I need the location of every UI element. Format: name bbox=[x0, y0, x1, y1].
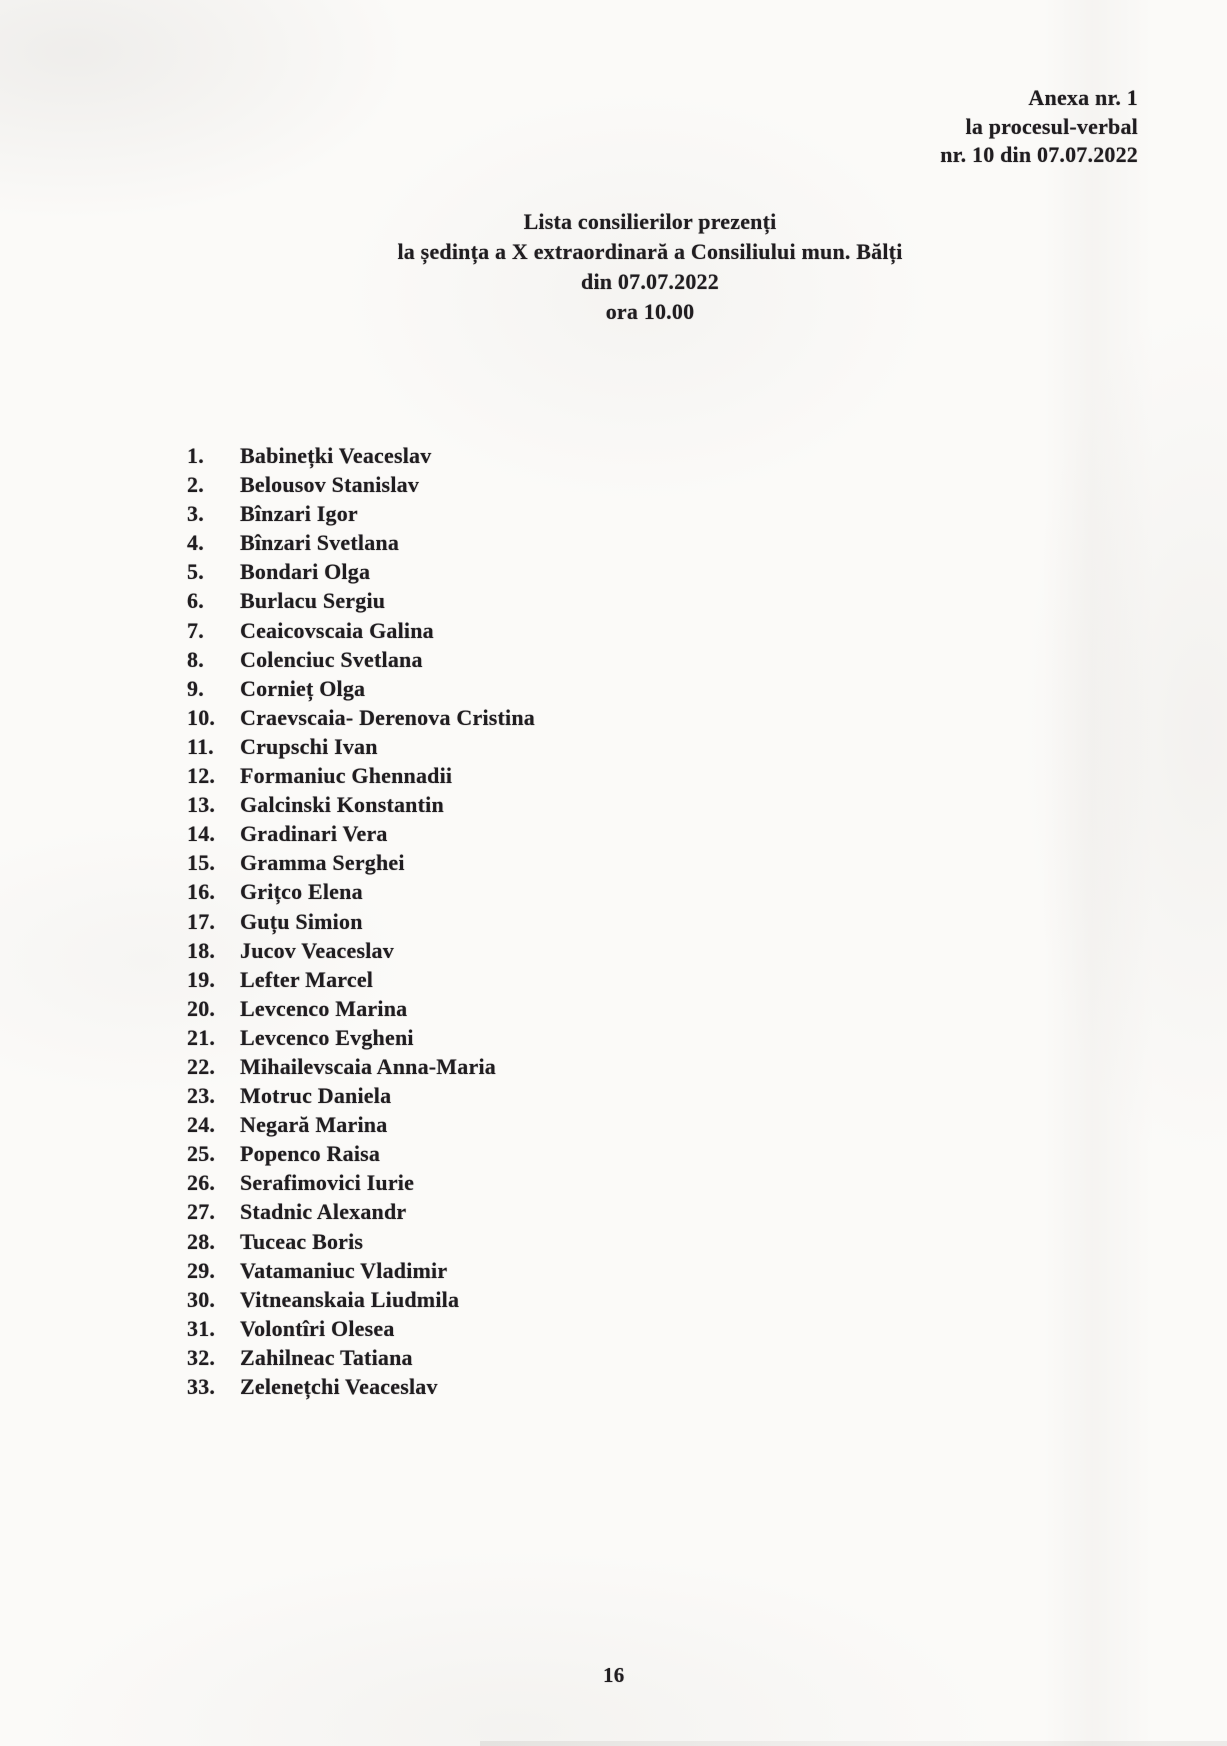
councilor-name: Bondari Olga bbox=[240, 559, 371, 585]
list-item-number: 6. bbox=[187, 588, 204, 614]
list-item bbox=[187, 790, 535, 819]
councilor-name: Bînzari Svetlana bbox=[240, 530, 400, 556]
title-line-1: Lista consilierilor prezenți bbox=[523, 209, 777, 234]
councilor-name: Craevscaia- Derenova Cristina bbox=[240, 704, 536, 730]
councilor-name: Serafimovici Iurie bbox=[240, 1170, 415, 1196]
annex-reference bbox=[940, 84, 1138, 170]
councilor-name: Jucov Veaceslav bbox=[240, 937, 394, 963]
list-item bbox=[187, 907, 535, 936]
councilor-name: Burlacu Sergiu bbox=[240, 588, 386, 614]
list-item bbox=[187, 1197, 535, 1226]
list-item-number: 18. bbox=[187, 937, 216, 963]
list-item bbox=[187, 499, 535, 528]
councilor-name: Guțu Simion bbox=[240, 908, 363, 934]
title-line-2: la ședința a X extraordinară a Consiliului mun. Bălți bbox=[397, 239, 903, 264]
list-item-number: 20. bbox=[187, 995, 216, 1021]
councilor-name: Vitneanskaia Liudmila bbox=[240, 1286, 460, 1312]
councilor-name: Levcenco Marina bbox=[240, 995, 408, 1021]
list-item bbox=[187, 1168, 535, 1197]
councilor-name: Galcinski Konstantin bbox=[240, 792, 444, 818]
list-item bbox=[187, 936, 535, 965]
list-item bbox=[187, 1314, 535, 1343]
list-item-number: 3. bbox=[187, 501, 204, 527]
list-item bbox=[187, 877, 535, 906]
councilor-name: Motruc Daniela bbox=[240, 1083, 392, 1109]
annex-line-3: nr. 10 din 07.07.2022 bbox=[940, 142, 1138, 167]
page-number: 16 bbox=[603, 1663, 625, 1687]
councilor-name: Lefter Marcel bbox=[240, 966, 374, 992]
list-item-number: 24. bbox=[187, 1112, 216, 1138]
councilor-name: Levcenco Evgheni bbox=[240, 1024, 414, 1050]
councilor-name: Popenco Raisa bbox=[240, 1141, 381, 1167]
document-title bbox=[180, 207, 1120, 327]
list-item-number: 1. bbox=[187, 443, 204, 468]
list-item-number: 21. bbox=[187, 1024, 216, 1050]
list-item-number: 14. bbox=[187, 821, 216, 847]
title-line-3: din 07.07.2022 bbox=[581, 269, 719, 294]
councilor-name: Crupschi Ivan bbox=[240, 733, 378, 759]
councilor-name: Zahilneac Tatiana bbox=[240, 1344, 413, 1370]
councilor-name: Ceaicovscaia Galina bbox=[240, 617, 434, 643]
list-item bbox=[187, 819, 535, 848]
list-item bbox=[187, 1023, 535, 1052]
list-item bbox=[187, 965, 535, 994]
list-item bbox=[187, 645, 535, 674]
councilor-name: Zelenețchi Veaceslav bbox=[240, 1374, 438, 1399]
councilor-name: Tuceac Boris bbox=[240, 1228, 364, 1254]
list-item bbox=[187, 557, 535, 586]
list-item-number: 12. bbox=[187, 763, 216, 789]
list-item-number: 27. bbox=[187, 1199, 216, 1225]
councilor-name: Bînzari Igor bbox=[240, 501, 358, 527]
councilor-name: Volontîri Olesea bbox=[240, 1315, 395, 1341]
list-item bbox=[187, 732, 535, 761]
list-item-number: 4. bbox=[187, 530, 204, 556]
councilor-name: Cornieț Olga bbox=[240, 675, 366, 701]
list-item-number: 28. bbox=[187, 1228, 216, 1254]
list-item bbox=[187, 1343, 535, 1372]
list-item bbox=[187, 1227, 535, 1256]
list-item bbox=[187, 1285, 535, 1314]
councilor-name: Colenciuc Svetlana bbox=[240, 646, 423, 672]
list-item-number: 13. bbox=[187, 792, 216, 818]
list-item-number: 16. bbox=[187, 879, 216, 905]
list-item bbox=[187, 1256, 535, 1285]
list-item-number: 2. bbox=[187, 472, 204, 498]
list-item bbox=[187, 586, 535, 615]
list-item-number: 5. bbox=[187, 559, 204, 585]
list-item-number: 11. bbox=[187, 733, 214, 759]
list-item-number: 7. bbox=[187, 617, 204, 643]
list-item-number: 15. bbox=[187, 850, 216, 876]
councilor-name: Grițco Elena bbox=[240, 879, 363, 905]
list-item-number: 8. bbox=[187, 646, 204, 672]
list-item bbox=[187, 1052, 535, 1081]
councilor-list bbox=[187, 441, 535, 1401]
list-item-number: 33. bbox=[187, 1374, 216, 1399]
annex-line-1: Anexa nr. 1 bbox=[1028, 85, 1138, 110]
title-line-4: ora 10.00 bbox=[605, 299, 695, 324]
list-item bbox=[187, 1110, 535, 1139]
list-item-number: 32. bbox=[187, 1344, 216, 1370]
list-item-number: 17. bbox=[187, 908, 216, 934]
councilor-name: Stadnic Alexandr bbox=[240, 1199, 407, 1225]
councilor-name: Formaniuc Ghennadii bbox=[240, 763, 453, 789]
list-item bbox=[187, 528, 535, 557]
councilor-name: Vatamaniuc Vladimir bbox=[240, 1257, 448, 1283]
councilor-name: Belousov Stanislav bbox=[240, 472, 420, 498]
list-item-number: 31. bbox=[187, 1315, 216, 1341]
list-item bbox=[187, 848, 535, 877]
list-item-number: 19. bbox=[187, 966, 216, 992]
list-item-number: 30. bbox=[187, 1286, 216, 1312]
list-item-number: 10. bbox=[187, 704, 216, 730]
list-item-number: 29. bbox=[187, 1257, 216, 1283]
councilor-name: Mihailevscaia Anna-Maria bbox=[240, 1053, 496, 1079]
list-item bbox=[187, 470, 535, 499]
list-item bbox=[187, 1139, 535, 1168]
list-item-number: 9. bbox=[187, 675, 204, 701]
annex-line-2: la procesul-verbal bbox=[965, 113, 1138, 139]
list-item-number: 22. bbox=[187, 1053, 216, 1079]
list-item-number: 23. bbox=[187, 1083, 216, 1109]
list-item bbox=[187, 1372, 535, 1401]
councilor-name: Gramma Serghei bbox=[240, 850, 405, 876]
councilor-name: Gradinari Vera bbox=[240, 821, 388, 847]
list-item bbox=[187, 674, 535, 703]
list-item bbox=[187, 761, 535, 790]
list-item bbox=[187, 703, 535, 732]
scan-edge-shadow bbox=[480, 1741, 1227, 1746]
councilor-name: Negară Marina bbox=[240, 1112, 388, 1138]
list-item bbox=[187, 441, 535, 470]
list-item bbox=[187, 616, 535, 645]
list-item bbox=[187, 1081, 535, 1110]
list-item-number: 26. bbox=[187, 1170, 216, 1196]
list-item-number: 25. bbox=[187, 1141, 216, 1167]
list-item bbox=[187, 994, 535, 1023]
councilor-name: Babinețki Veaceslav bbox=[240, 443, 432, 468]
